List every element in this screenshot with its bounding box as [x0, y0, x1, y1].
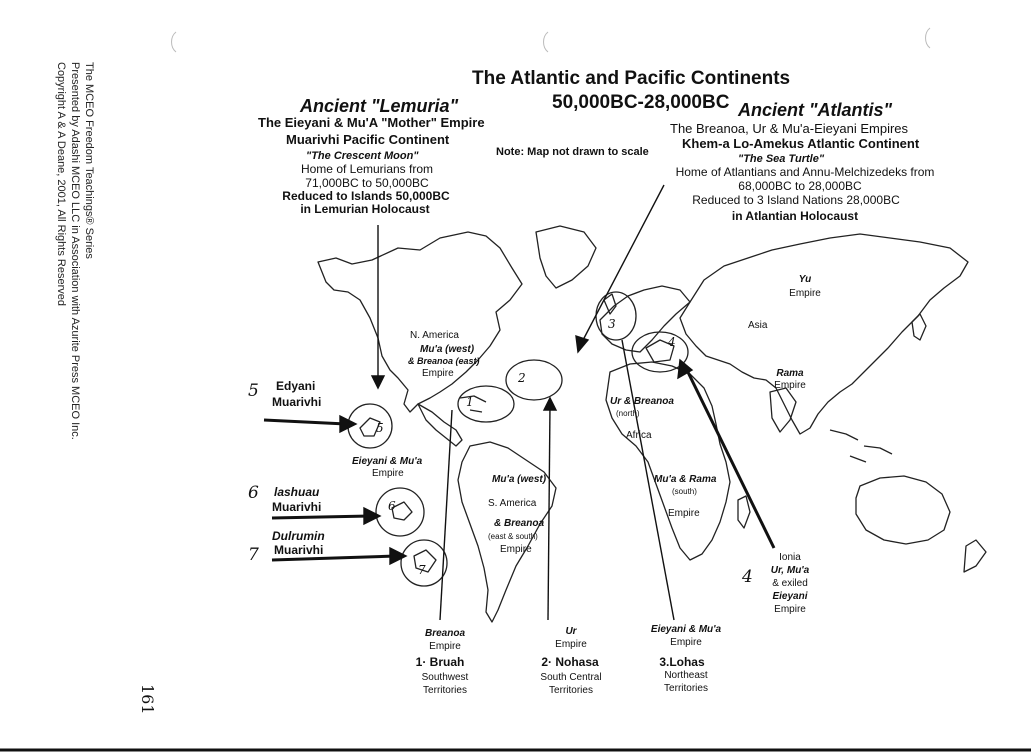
circle-number-3: 3 — [608, 317, 616, 331]
africa-outline — [606, 362, 730, 560]
circle-number-7: 7 — [418, 563, 426, 577]
binder-hole-3 — [926, 28, 930, 48]
s-america-mua: Mu'a (west) — [492, 474, 547, 485]
rama-empire: Empire — [774, 380, 806, 391]
lemuria-subtitle: The Eieyani & Mu'A "Mother" Empire — [258, 115, 485, 130]
atlantis-subtitle: The Breanoa, Ur & Mu'a-Eieyani Empires — [670, 121, 909, 136]
atlantis-nickname: "The Sea Turtle" — [738, 153, 825, 165]
bottom-3-sub1: Northeast — [664, 670, 708, 681]
lemuria-nickname: "The Crescent Moon" — [306, 150, 419, 162]
arrow-6 — [272, 516, 370, 518]
eieyani-mua-empire: Empire — [372, 468, 404, 479]
yu-empire: Empire — [789, 288, 821, 299]
asia-label: Asia — [748, 320, 768, 331]
circle-number-1: 1 — [466, 395, 474, 409]
s-america-sub: (east & south) — [488, 532, 538, 541]
arrow-5 — [264, 420, 346, 424]
rama-label: Rama — [776, 368, 804, 379]
circle-3 — [596, 292, 636, 340]
lemuria-line-2: 71,000BC to 50,000BC — [305, 176, 429, 190]
island-5-sub: Muarivhi — [272, 395, 322, 409]
bottom-2-name: 2· Nohasa — [541, 655, 599, 669]
atlantis-line-1: Home of Atlantians and Annu-Melchizedeks from — [675, 165, 935, 179]
circle-number-4: 4 — [668, 335, 676, 349]
s-america-breanoa: & Breanoa — [494, 518, 545, 529]
ionia-label: Ionia — [779, 552, 801, 563]
page-number: 161 — [138, 684, 157, 715]
n-america-mua: Mu'a (west) — [420, 344, 475, 355]
circle-number-5: 5 — [376, 421, 384, 435]
island-7-name: Dulrumin — [272, 529, 325, 543]
atlantis-heading: Ancient "Atlantis" — [738, 100, 893, 120]
mua-rama-empire: Empire — [668, 508, 700, 519]
n-america-breanoa: & Breanoa (east) — [408, 356, 480, 366]
bottom-1-name: 1· Bruah — [415, 655, 465, 669]
binder-hole-2 — [544, 32, 548, 52]
atlantis-line-2: 68,000BC to 28,000BC — [738, 179, 862, 193]
credit-line: The MCEO Freedom Teachings® Series — [83, 62, 95, 259]
bottom-2-empire-sub: Empire — [555, 639, 587, 650]
ionia-ur-mua: Ur, Mu'a — [770, 565, 810, 576]
africa-label: Africa — [626, 430, 652, 441]
island-4-number: 4 — [742, 567, 753, 587]
n-america-label: N. America — [410, 330, 459, 341]
bottom-3-name: 3.Lohas — [659, 655, 705, 669]
s-america-empire: Empire — [500, 544, 532, 555]
bottom-2-sub2: Territories — [549, 685, 593, 696]
island-6-name: lashuau — [274, 485, 320, 499]
s-america-label: S. America — [488, 498, 537, 509]
mua-rama-south: (south) — [672, 487, 697, 496]
map-note: Note: Map not drawn to scale — [496, 146, 649, 158]
greenland-outline — [536, 226, 596, 288]
madagascar-outline — [738, 496, 750, 528]
australia-outline — [856, 476, 950, 544]
asia-outline — [680, 234, 968, 434]
lemuria-line-1: Home of Lemurians from — [300, 162, 434, 176]
circle-2 — [506, 360, 562, 400]
lemuria-line-3: Reduced to Islands 50,000BC — [282, 189, 450, 203]
bottom-1-empire: Breanoa — [424, 628, 465, 639]
bottom-3-empire: Eieyani & Mu'a — [650, 624, 722, 635]
bottom-1-empire-sub: Empire — [429, 641, 461, 652]
ionia-exiled: & exiled — [772, 578, 808, 589]
credit-line: Copyright A & A Deane, 2001, All Rights Reserved — [55, 62, 67, 306]
india-outline — [770, 388, 796, 432]
indonesia-islands — [830, 430, 892, 462]
atlantis-line-3: Reduced to 3 Island Nations 28,000BC — [692, 193, 900, 207]
central-america-outline — [418, 404, 462, 446]
island-6-number: 6 — [248, 483, 259, 503]
circle-number-6: 6 — [388, 499, 396, 513]
mua-rama-label: Mu'a & Rama — [654, 474, 717, 485]
credit-line: Presented by Adashi MCEO LLC in Association with Azurite Press MCEO Inc. — [69, 62, 81, 440]
bottom-2-sub1: South Central — [540, 672, 602, 683]
ionia-eieyani: Eieyani — [772, 591, 808, 602]
ionia-empire: Empire — [774, 604, 806, 615]
bottom-1-sub2: Territories — [423, 685, 467, 696]
n-america-empire: Empire — [422, 368, 454, 379]
binder-hole-1 — [172, 32, 176, 52]
date-range: 50,000BC-28,000BC — [552, 92, 730, 113]
leader-4 — [684, 364, 774, 548]
eieyani-mua-label: Eieyani & Mu'a — [352, 456, 423, 467]
bottom-2-empire: Ur — [565, 626, 577, 637]
new-zealand-outline — [964, 540, 986, 572]
circle-5 — [348, 404, 392, 448]
lemuria-continent: Muarivhi Pacific Continent — [286, 132, 450, 147]
island-5-number: 5 — [248, 381, 259, 401]
leader-1 — [440, 410, 452, 620]
north-america-outline — [318, 232, 522, 412]
page-title: The Atlantic and Pacific Continents — [472, 68, 791, 89]
bottom-3-empire-sub: Empire — [670, 637, 702, 648]
ur-breanoa-north: (north) — [616, 409, 640, 418]
side-credits — [54, 62, 96, 440]
ur-breanoa-label: Ur & Breanoa — [610, 396, 674, 407]
lemuria-heading: Ancient "Lemuria" — [300, 96, 459, 116]
japan-outline — [912, 314, 926, 340]
yu-label: Yu — [798, 274, 812, 285]
island-5-name: Edyani — [276, 379, 316, 393]
atlantis-line-4: in Atlantian Holocaust — [731, 209, 859, 223]
island-6-sub: Muarivhi — [272, 500, 322, 514]
circle-number-2: 2 — [518, 371, 526, 385]
bottom-1-sub1: Southwest — [421, 672, 469, 683]
atlantis-pointer — [582, 185, 664, 342]
island-7-sub: Muarivhi — [274, 543, 324, 557]
island-7-number: 7 — [248, 545, 259, 565]
atlantis-continent: Khem-a Lo-Amekus Atlantic Continent — [682, 136, 920, 151]
bottom-3-sub2: Territories — [664, 683, 708, 694]
circle-6 — [376, 488, 424, 536]
lemuria-line-4: in Lemurian Holocaust — [300, 202, 430, 216]
